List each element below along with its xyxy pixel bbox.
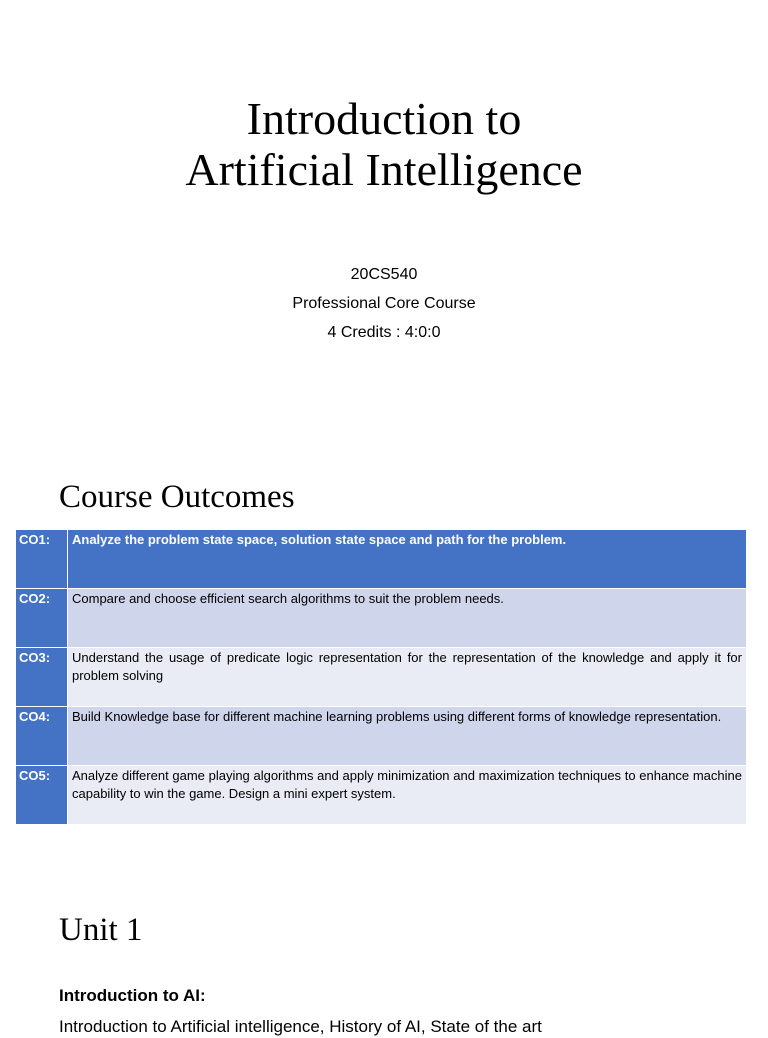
outcome-code: CO4: <box>16 707 68 765</box>
outcome-description: Compare and choose efficient search algorithms to suit the problem needs. <box>68 589 746 647</box>
outcome-description: Understand the usage of predicate logic representation for the representation of the knowledge and apply it for problem solving <box>68 648 746 706</box>
unit-partial-line: Introduction to Artificial intelligence, History of AI, State of the art <box>59 1017 542 1036</box>
table-row <box>16 648 746 707</box>
unit-subheading: Introduction to AI: <box>59 986 206 1005</box>
table-row <box>16 707 746 766</box>
outcome-code: CO2: <box>16 589 68 647</box>
document-title-line-1: Introduction to <box>246 93 522 144</box>
course-outcomes-heading: Course Outcomes <box>59 479 295 515</box>
outcome-description: Analyze the problem state space, solution state space and path for the problem. <box>68 530 746 588</box>
course-code: 20CS540 <box>350 266 418 283</box>
table-row <box>16 530 746 589</box>
course-category: Professional Core Course <box>292 295 476 312</box>
outcome-description: Analyze different game playing algorithms and apply minimization and maximization techniques to enhance machine capability to win the game. Design a mini expert system. <box>68 766 746 824</box>
course-credits: 4 Credits : 4:0:0 <box>327 324 441 341</box>
table-row <box>16 589 746 648</box>
outcome-code: CO5: <box>16 766 68 824</box>
unit-heading: Unit 1 <box>59 912 143 948</box>
outcome-description: Build Knowledge base for different machine learning problems using different forms of knowledge representation. <box>68 707 746 765</box>
document-title-line-2: Artificial Intelligence <box>185 144 583 195</box>
course-outcomes-table <box>16 530 746 824</box>
outcome-code: CO3: <box>16 648 68 706</box>
table-row <box>16 766 746 824</box>
outcome-code: CO1: <box>16 530 68 588</box>
